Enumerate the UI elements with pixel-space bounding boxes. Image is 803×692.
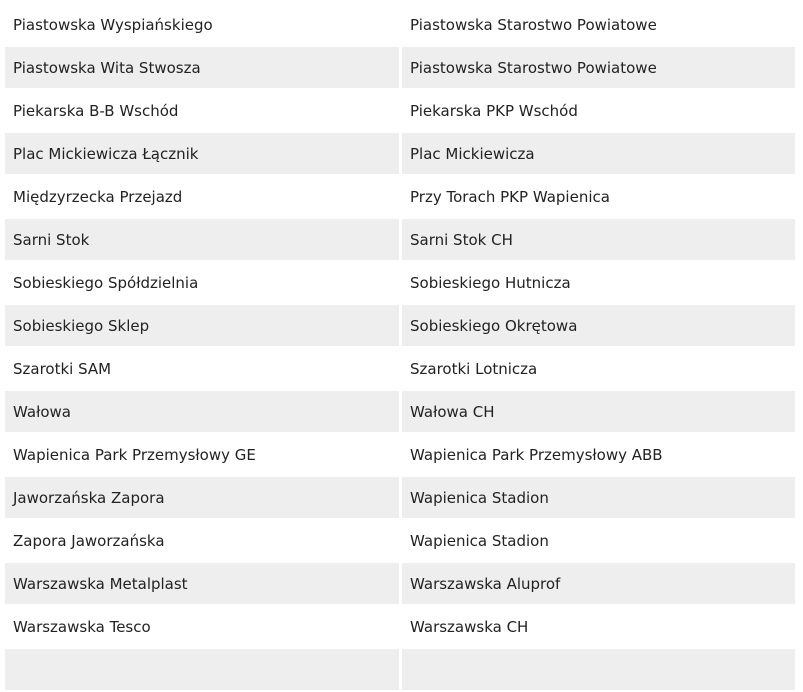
table-cell-to: Wapienica Park Przemysłowy ABB	[402, 434, 795, 475]
table-cell-from: Sobieskiego Spółdzielnia	[5, 262, 399, 303]
table-cell-from: Plac Mickiewicza Łącznik	[5, 133, 399, 174]
table-cell-from: Wałowa	[5, 391, 399, 432]
table-row	[5, 90, 795, 131]
table-cell-to: Sobieskiego Okrętowa	[402, 305, 795, 346]
table-row	[5, 47, 795, 88]
table-cell-from: Zapora Jaworzańska	[5, 520, 399, 561]
table-cell-from: Piekarska B-B Wschód	[5, 90, 399, 131]
table-cell-to: Piekarska PKP Wschód	[402, 90, 795, 131]
table-cell-to: Sarni Stok CH	[402, 219, 795, 260]
table-row	[5, 477, 795, 518]
table-row	[5, 606, 795, 647]
table-cell-from: Wapienica Park Przemysłowy GE	[5, 434, 399, 475]
table-cell-to: Przy Torach PKP Wapienica	[402, 176, 795, 217]
table-cell-from: Sarni Stok	[5, 219, 399, 260]
table-cell-to: Piastowska Starostwo Powiatowe	[402, 47, 795, 88]
table-cell-to: Sobieskiego Hutnicza	[402, 262, 795, 303]
table-cell-to: Wapienica Stadion	[402, 520, 795, 561]
table-cell-to: Piastowska Starostwo Powiatowe	[402, 4, 795, 45]
table-row	[5, 305, 795, 346]
table-cell-to: Plac Mickiewicza	[402, 133, 795, 174]
table-row	[5, 391, 795, 432]
table-cell-from: Szarotki SAM	[5, 348, 399, 389]
table-row	[5, 4, 795, 45]
table-cell-to: Warszawska CH	[402, 606, 795, 647]
table-row	[5, 262, 795, 303]
table-row	[5, 176, 795, 217]
table-cell-from: Jaworzańska Zapora	[5, 477, 399, 518]
stops-table-container	[2, 2, 798, 692]
table-cell-from: Piastowska Wyspiańskiego	[5, 4, 399, 45]
table-cell-to: Szarotki Lotnicza	[402, 348, 795, 389]
table-cell-to: Wapienica Stadion	[402, 477, 795, 518]
table-row	[5, 434, 795, 475]
table-cell-from: Międzyrzecka Przejazd	[5, 176, 399, 217]
table-row	[5, 563, 795, 604]
table-cell-from: Piastowska Wita Stwosza	[5, 47, 399, 88]
table-cell-from	[5, 649, 399, 690]
stops-table-body	[5, 4, 795, 690]
table-row	[5, 348, 795, 389]
stops-table	[2, 2, 798, 692]
table-row	[5, 133, 795, 174]
table-row	[5, 219, 795, 260]
table-cell-from: Warszawska Metalplast	[5, 563, 399, 604]
table-row	[5, 520, 795, 561]
table-cell-to: Warszawska Aluprof	[402, 563, 795, 604]
table-cell-from: Sobieskiego Sklep	[5, 305, 399, 346]
table-row	[5, 649, 795, 690]
table-cell-to	[402, 649, 795, 690]
table-cell-from: Warszawska Tesco	[5, 606, 399, 647]
table-cell-to: Wałowa CH	[402, 391, 795, 432]
